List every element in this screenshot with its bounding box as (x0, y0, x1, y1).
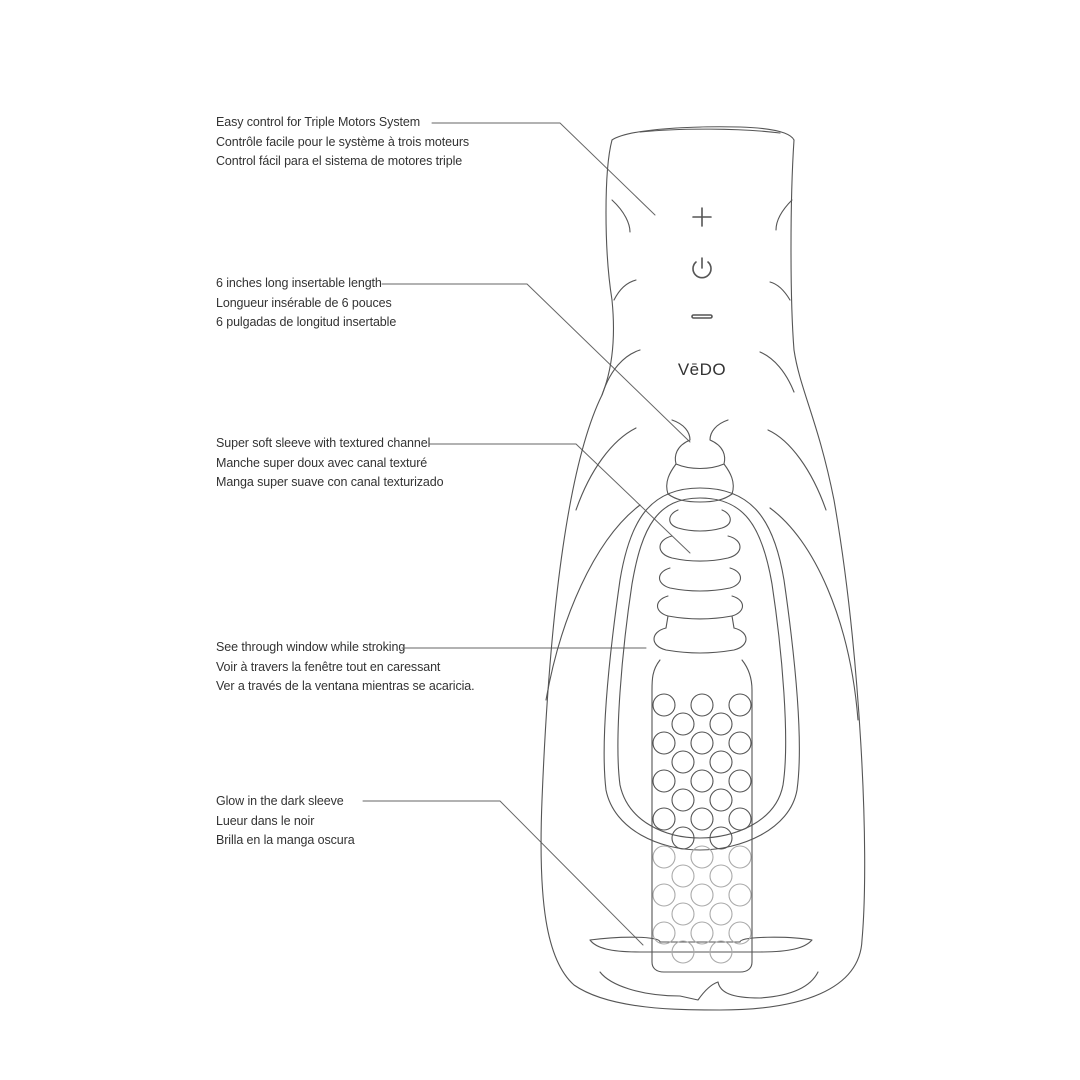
sleeve-nub (729, 732, 751, 754)
control-panel (692, 208, 712, 318)
sleeve-top (667, 420, 734, 502)
sleeve-nub (729, 884, 751, 906)
sleeve-rib (660, 568, 741, 591)
sleeve-nub (729, 922, 751, 944)
sleeve-nub (729, 846, 751, 868)
sleeve-ridge (676, 464, 724, 469)
brand-logo: VēDO (677, 360, 727, 379)
bottom-lip-left (600, 972, 718, 1000)
sleeve-rib (654, 628, 746, 653)
leader-lines (363, 123, 690, 945)
callout-window-en: See through window while stroking (216, 640, 406, 654)
callout-length-es: 6 pulgadas de longitud insertable (216, 315, 397, 329)
sleeve-nub (653, 884, 675, 906)
callout-sleeve-fr: Manche super doux avec canal texturé (216, 455, 428, 470)
sleeve-nub (691, 808, 713, 830)
sleeve-nub (653, 770, 675, 792)
sleeve-lower (652, 660, 752, 972)
sleeve-channel (652, 420, 752, 972)
callout-length-en: 6 inches long insertable length (216, 276, 382, 290)
minus-icon[interactable] (692, 315, 712, 318)
device-body (541, 127, 865, 1010)
side-arc (546, 505, 640, 700)
window-inner (618, 498, 786, 838)
sleeve-nub (729, 770, 751, 792)
bottom-opening (590, 937, 812, 952)
sleeve-nub (653, 732, 675, 754)
sleeve-nub (672, 751, 694, 773)
sleeve-nub (710, 751, 732, 773)
sleeve-nub (710, 903, 732, 925)
sleeve-nub (691, 884, 713, 906)
sleeve-nub (710, 713, 732, 735)
callout-glow-en: Glow in the dark sleeve (216, 794, 344, 808)
see-through-window (604, 488, 799, 850)
side-arc (760, 352, 794, 392)
sleeve-nub (672, 789, 694, 811)
sleeve-wall (666, 616, 668, 628)
sleeve-wall (732, 616, 734, 628)
callout-glow-es: Brilla en la manga oscura (216, 833, 355, 847)
sleeve-nub (691, 694, 713, 716)
sleeve-nub (672, 713, 694, 735)
sleeve-nub (691, 922, 713, 944)
window-outer (604, 488, 799, 850)
leader-line-sleeve (430, 444, 690, 553)
sleeve-nub (729, 808, 751, 830)
sleeve-nub (710, 827, 732, 849)
sleeve-nub (672, 903, 694, 925)
leader-line-length (382, 284, 690, 442)
device-outline (541, 140, 865, 1010)
sleeve-nub (710, 789, 732, 811)
power-icon[interactable] (693, 258, 711, 278)
side-arc (614, 280, 636, 300)
callout-controls-en: Easy control for Triple Motors System (216, 115, 421, 129)
side-arc (612, 200, 630, 232)
callout-sleeve-es: Manga super suave con canal texturizado (216, 475, 444, 489)
callout-window-fr: Voir à travers la fenêtre tout en caressant (216, 659, 441, 674)
side-arc (770, 282, 790, 300)
sleeve-nub (653, 808, 675, 830)
leader-line-glow (363, 801, 643, 945)
sleeve-nub (653, 694, 675, 716)
sleeve-nub (653, 846, 675, 868)
callout-glow-fr: Lueur dans le noir (216, 813, 315, 828)
sleeve-nub (691, 732, 713, 754)
sleeve-rib (660, 536, 740, 561)
leader-line-controls (432, 123, 655, 215)
callout-window-es: Ver a través de la ventana mientras se acaricia. (216, 679, 475, 693)
sleeve-nub (729, 694, 751, 716)
plus-icon[interactable] (693, 208, 711, 226)
sleeve-nub (653, 922, 675, 944)
side-arc (768, 430, 826, 510)
sleeve-nub (691, 846, 713, 868)
sleeve-rib (670, 510, 731, 531)
callout-sleeve-en: Super soft sleeve with textured channel (216, 436, 431, 450)
callout-controls-es: Control fácil para el sistema de motores triple (216, 154, 463, 168)
callout-length-fr: Longueur insérable de 6 pouces (216, 295, 392, 310)
sleeve-nub (710, 865, 732, 887)
sleeve-nubs (653, 694, 751, 963)
bottom-lip-right (718, 972, 818, 998)
side-arc (776, 200, 792, 230)
sleeve-nub (672, 865, 694, 887)
callout-controls-fr: Contrôle facile pour le système à trois moteurs (216, 134, 470, 149)
sleeve-rib (658, 596, 743, 619)
sleeve-nub (691, 770, 713, 792)
